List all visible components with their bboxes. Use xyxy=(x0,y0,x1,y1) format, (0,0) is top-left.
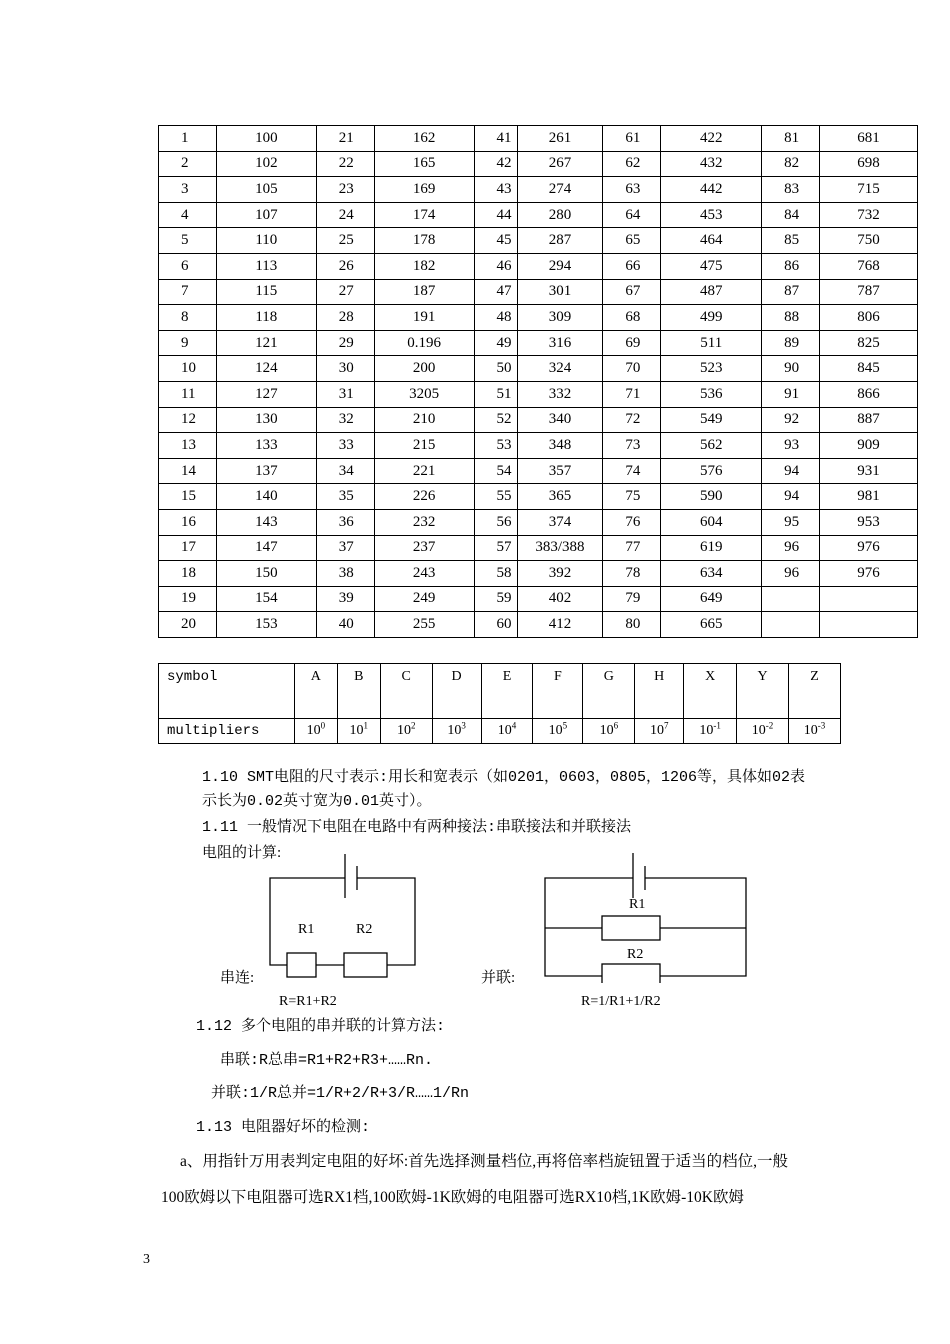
code-value-cell: 681 xyxy=(820,126,918,152)
code-value-cell: 140 xyxy=(216,484,316,510)
resistor-code-table xyxy=(158,125,918,638)
code-index-cell: 73 xyxy=(603,433,661,459)
symbol-cell: A xyxy=(294,664,337,719)
code-value-cell: 137 xyxy=(216,458,316,484)
code-index-cell: 2 xyxy=(159,151,217,177)
multiplier-table xyxy=(158,663,841,744)
code-value-cell: 232 xyxy=(374,509,474,535)
code-value-cell: 383/388 xyxy=(517,535,603,561)
code-value-cell: 182 xyxy=(374,253,474,279)
code-value-cell: 787 xyxy=(820,279,918,305)
code-value-cell: 105 xyxy=(216,177,316,203)
code-index-cell: 40 xyxy=(316,612,374,638)
symbol-cell: E xyxy=(481,664,533,719)
code-index-cell: 42 xyxy=(474,151,517,177)
code-value-cell: 422 xyxy=(661,126,762,152)
para-1-10-line2: 示长为0.02英寸宽为0.01英寸）。 xyxy=(202,793,432,810)
table-row xyxy=(159,433,918,459)
multiplier-base: 10 xyxy=(649,723,664,738)
parallel-label: 并联: xyxy=(481,970,516,986)
code-value-cell: 187 xyxy=(374,279,474,305)
code-value-cell: 316 xyxy=(517,330,603,356)
code-index-cell: 32 xyxy=(316,407,374,433)
para-a-line2: 100欧姆以下电阻器可选RX1档,100欧姆-1K欧姆的电阻器可选RX10档,1K欧姆-10K欧姆 xyxy=(161,1189,744,1206)
code-index-cell: 94 xyxy=(762,484,820,510)
code-index-cell: 1 xyxy=(159,126,217,152)
code-index-cell: 8 xyxy=(159,305,217,331)
code-value-cell: 221 xyxy=(374,458,474,484)
code-index-cell: 78 xyxy=(603,561,661,587)
code-value-cell: 453 xyxy=(661,202,762,228)
code-index-cell: 93 xyxy=(762,433,820,459)
code-index-cell: 55 xyxy=(474,484,517,510)
code-index-cell: 96 xyxy=(762,535,820,561)
code-value-cell: 348 xyxy=(517,433,603,459)
code-value-cell: 3205 xyxy=(374,381,474,407)
multiplier-base: 10 xyxy=(497,723,512,738)
code-index-cell: 15 xyxy=(159,484,217,510)
multiplier-exponent: -3 xyxy=(817,720,826,731)
code-value-cell xyxy=(820,586,918,612)
code-value-cell: 226 xyxy=(374,484,474,510)
code-value-cell: 549 xyxy=(661,407,762,433)
multiplier-exponent: 6 xyxy=(613,720,619,731)
table-row xyxy=(159,535,918,561)
para-1-11: 1.11 一般情况下电阻在电路中有两种接法:串联接法和并联接法 xyxy=(202,819,632,836)
code-index-cell: 27 xyxy=(316,279,374,305)
code-index-cell: 49 xyxy=(474,330,517,356)
code-index-cell: 9 xyxy=(159,330,217,356)
code-index-cell: 20 xyxy=(159,612,217,638)
code-value-cell: 115 xyxy=(216,279,316,305)
code-index-cell: 60 xyxy=(474,612,517,638)
code-value-cell: 374 xyxy=(517,509,603,535)
code-index-cell: 90 xyxy=(762,356,820,382)
code-index-cell: 81 xyxy=(762,126,820,152)
code-index-cell: 38 xyxy=(316,561,374,587)
table-row xyxy=(159,509,918,535)
table-row xyxy=(159,177,918,203)
code-index-cell: 47 xyxy=(474,279,517,305)
code-index-cell: 92 xyxy=(762,407,820,433)
code-index-cell: 50 xyxy=(474,356,517,382)
code-value-cell: 124 xyxy=(216,356,316,382)
multiplier-base: 10 xyxy=(751,723,766,738)
symbol-cell: Y xyxy=(737,664,789,719)
code-value-cell: 102 xyxy=(216,151,316,177)
code-value-cell: 169 xyxy=(374,177,474,203)
symbol-label: symbol xyxy=(159,664,295,719)
code-value-cell: 887 xyxy=(820,407,918,433)
multiplier-cell xyxy=(481,719,533,744)
symbol-cell: D xyxy=(432,664,481,719)
code-index-cell: 62 xyxy=(603,151,661,177)
calc-title: 电阻的计算: xyxy=(202,845,282,861)
multiplier-base: 10 xyxy=(349,723,364,738)
multiplier-base: 10 xyxy=(447,723,462,738)
code-index-cell: 56 xyxy=(474,509,517,535)
code-value-cell: 324 xyxy=(517,356,603,382)
code-index-cell: 30 xyxy=(316,356,374,382)
code-value-cell: 153 xyxy=(216,612,316,638)
code-value-cell: 402 xyxy=(517,586,603,612)
multiplier-cell xyxy=(635,719,684,744)
code-index-cell: 89 xyxy=(762,330,820,356)
code-value-cell: 110 xyxy=(216,228,316,254)
code-index-cell: 88 xyxy=(762,305,820,331)
code-index-cell: 34 xyxy=(316,458,374,484)
para-1-13: 1.13 电阻器好坏的检测: xyxy=(196,1119,371,1136)
multipliers-row xyxy=(159,719,841,744)
code-index-cell: 37 xyxy=(316,535,374,561)
code-value-cell: 866 xyxy=(820,381,918,407)
code-index-cell: 96 xyxy=(762,561,820,587)
code-value-cell: 909 xyxy=(820,433,918,459)
code-value-cell: 274 xyxy=(517,177,603,203)
code-value-cell: 981 xyxy=(820,484,918,510)
code-value-cell: 174 xyxy=(374,202,474,228)
code-index-cell: 95 xyxy=(762,509,820,535)
code-index-cell: 36 xyxy=(316,509,374,535)
code-index-cell: 52 xyxy=(474,407,517,433)
code-index-cell: 53 xyxy=(474,433,517,459)
code-index-cell: 25 xyxy=(316,228,374,254)
code-index-cell: 76 xyxy=(603,509,661,535)
multiplier-cell xyxy=(737,719,789,744)
code-value-cell: 412 xyxy=(517,612,603,638)
page-number: 3 xyxy=(143,1252,150,1267)
code-index-cell: 3 xyxy=(159,177,217,203)
code-value-cell: 340 xyxy=(517,407,603,433)
code-index-cell: 57 xyxy=(474,535,517,561)
code-index-cell: 48 xyxy=(474,305,517,331)
code-index-cell: 23 xyxy=(316,177,374,203)
code-value-cell: 162 xyxy=(374,126,474,152)
code-index-cell: 10 xyxy=(159,356,217,382)
table-row xyxy=(159,253,918,279)
code-value-cell: 255 xyxy=(374,612,474,638)
code-index-cell xyxy=(762,586,820,612)
code-value-cell: 191 xyxy=(374,305,474,331)
code-value-cell: 475 xyxy=(661,253,762,279)
parallel-resistor-r1 xyxy=(602,916,660,940)
code-index-cell: 70 xyxy=(603,356,661,382)
code-value-cell: 665 xyxy=(661,612,762,638)
code-index-cell: 86 xyxy=(762,253,820,279)
code-value-cell: 150 xyxy=(216,561,316,587)
code-value-cell: 113 xyxy=(216,253,316,279)
table-row xyxy=(159,561,918,587)
code-index-cell: 14 xyxy=(159,458,217,484)
code-value-cell: 200 xyxy=(374,356,474,382)
code-index-cell: 11 xyxy=(159,381,217,407)
code-index-cell: 69 xyxy=(603,330,661,356)
code-value-cell: 464 xyxy=(661,228,762,254)
code-index-cell: 63 xyxy=(603,177,661,203)
code-value-cell: 590 xyxy=(661,484,762,510)
code-index-cell xyxy=(762,612,820,638)
code-value-cell: 523 xyxy=(661,356,762,382)
code-value-cell: 976 xyxy=(820,561,918,587)
code-index-cell: 43 xyxy=(474,177,517,203)
multiplier-cell xyxy=(788,719,840,744)
code-value-cell: 976 xyxy=(820,535,918,561)
code-value-cell: 154 xyxy=(216,586,316,612)
series-r2-label: R2 xyxy=(356,922,373,937)
code-value-cell: 130 xyxy=(216,407,316,433)
code-index-cell: 85 xyxy=(762,228,820,254)
multiplier-exponent: 3 xyxy=(461,720,466,731)
code-index-cell: 51 xyxy=(474,381,517,407)
code-index-cell: 45 xyxy=(474,228,517,254)
code-value-cell: 499 xyxy=(661,305,762,331)
code-index-cell: 41 xyxy=(474,126,517,152)
symbol-cell: F xyxy=(533,664,583,719)
multiplier-cell xyxy=(583,719,635,744)
multiplier-cell xyxy=(380,719,432,744)
code-index-cell: 82 xyxy=(762,151,820,177)
code-value-cell: 332 xyxy=(517,381,603,407)
code-index-cell: 94 xyxy=(762,458,820,484)
code-index-cell: 19 xyxy=(159,586,217,612)
code-value-cell: 237 xyxy=(374,535,474,561)
table-row xyxy=(159,202,918,228)
series-circuit-diagram xyxy=(265,848,425,988)
code-value-cell: 121 xyxy=(216,330,316,356)
code-index-cell: 28 xyxy=(316,305,374,331)
code-index-cell: 72 xyxy=(603,407,661,433)
code-value-cell: 562 xyxy=(661,433,762,459)
code-value-cell: 604 xyxy=(661,509,762,535)
symbol-row xyxy=(159,664,841,719)
code-index-cell: 87 xyxy=(762,279,820,305)
table-row xyxy=(159,330,918,356)
para-a-line1: a、用指针万用表判定电阻的好坏:首先选择测量档位,再将倍率档旋钮置于适当的档位,一般 xyxy=(180,1153,788,1170)
table-row xyxy=(159,126,918,152)
symbol-cell: C xyxy=(380,664,432,719)
code-value-cell: 261 xyxy=(517,126,603,152)
code-value-cell: 825 xyxy=(820,330,918,356)
code-index-cell: 29 xyxy=(316,330,374,356)
multiplier-exponent: 4 xyxy=(511,720,517,731)
code-index-cell: 31 xyxy=(316,381,374,407)
code-index-cell: 64 xyxy=(603,202,661,228)
code-value-cell: 953 xyxy=(820,509,918,535)
code-value-cell: 432 xyxy=(661,151,762,177)
table-row xyxy=(159,151,918,177)
symbol-cell: Z xyxy=(788,664,840,719)
code-index-cell: 17 xyxy=(159,535,217,561)
code-value-cell: 442 xyxy=(661,177,762,203)
code-index-cell: 39 xyxy=(316,586,374,612)
code-value-cell: 768 xyxy=(820,253,918,279)
code-index-cell: 66 xyxy=(603,253,661,279)
code-index-cell: 65 xyxy=(603,228,661,254)
code-index-cell: 71 xyxy=(603,381,661,407)
code-value-cell: 301 xyxy=(517,279,603,305)
code-index-cell: 61 xyxy=(603,126,661,152)
series-formula: R=R1+R2 xyxy=(279,994,337,1009)
code-index-cell: 77 xyxy=(603,535,661,561)
code-value-cell: 732 xyxy=(820,202,918,228)
code-value-cell: 511 xyxy=(661,330,762,356)
multiplier-cell xyxy=(684,719,737,744)
code-value-cell: 107 xyxy=(216,202,316,228)
code-index-cell: 5 xyxy=(159,228,217,254)
symbol-cell: G xyxy=(583,664,635,719)
code-value-cell: 100 xyxy=(216,126,316,152)
code-value-cell: 357 xyxy=(517,458,603,484)
code-value-cell: 309 xyxy=(517,305,603,331)
code-value-cell: 392 xyxy=(517,561,603,587)
code-value-cell: 931 xyxy=(820,458,918,484)
multiplier-base: 10 xyxy=(803,723,818,738)
code-index-cell: 4 xyxy=(159,202,217,228)
code-index-cell: 75 xyxy=(603,484,661,510)
multiplier-exponent: -1 xyxy=(713,720,721,731)
code-value-cell: 133 xyxy=(216,433,316,459)
code-value-cell: 143 xyxy=(216,509,316,535)
parallel-calc: 并联:1/R总并=1/R+2/R+3/R……1/Rn xyxy=(211,1085,470,1102)
symbol-cell: B xyxy=(337,664,380,719)
code-value-cell: 287 xyxy=(517,228,603,254)
code-value-cell: 619 xyxy=(661,535,762,561)
code-value-cell: 280 xyxy=(517,202,603,228)
para-1-10-line1: 1.10 SMT电阻的尺寸表示:用长和宽表示（如0201，0603，0805，1206等，具体如02表 xyxy=(202,769,806,786)
table-row xyxy=(159,381,918,407)
code-index-cell: 80 xyxy=(603,612,661,638)
multiplier-exponent: 0 xyxy=(320,720,326,731)
code-index-cell: 59 xyxy=(474,586,517,612)
code-value-cell: 118 xyxy=(216,305,316,331)
series-r1-label: R1 xyxy=(298,922,315,937)
table-row xyxy=(159,279,918,305)
parallel-circuit-diagram xyxy=(540,848,755,983)
code-index-cell: 68 xyxy=(603,305,661,331)
code-index-cell: 21 xyxy=(316,126,374,152)
series-label: 串连: xyxy=(220,970,255,986)
multiplier-cell xyxy=(432,719,481,744)
multiplier-cell xyxy=(337,719,380,744)
code-value-cell: 698 xyxy=(820,151,918,177)
multiplier-base: 10 xyxy=(396,723,411,738)
series-calc: 串联:R总串=R1+R2+R3+……Rn. xyxy=(220,1052,434,1069)
code-index-cell: 6 xyxy=(159,253,217,279)
parallel-wire-left-outer xyxy=(545,878,633,976)
table-row xyxy=(159,586,918,612)
code-value-cell: 365 xyxy=(517,484,603,510)
code-value-cell: 536 xyxy=(661,381,762,407)
code-index-cell: 84 xyxy=(762,202,820,228)
code-index-cell: 35 xyxy=(316,484,374,510)
multiplier-exponent: 2 xyxy=(410,720,416,731)
code-index-cell: 67 xyxy=(603,279,661,305)
code-value-cell: 294 xyxy=(517,253,603,279)
code-value-cell: 147 xyxy=(216,535,316,561)
table-row xyxy=(159,356,918,382)
code-index-cell: 74 xyxy=(603,458,661,484)
code-value-cell: 178 xyxy=(374,228,474,254)
series-resistor-r2 xyxy=(344,953,387,977)
code-index-cell: 79 xyxy=(603,586,661,612)
code-value-cell: 267 xyxy=(517,151,603,177)
code-value-cell: 845 xyxy=(820,356,918,382)
symbol-cell: H xyxy=(635,664,684,719)
table-row xyxy=(159,484,918,510)
code-index-cell: 7 xyxy=(159,279,217,305)
multiplier-exponent: 7 xyxy=(663,720,669,731)
code-value-cell: 243 xyxy=(374,561,474,587)
multiplier-exponent: 1 xyxy=(363,720,369,731)
code-value-cell: 0.196 xyxy=(374,330,474,356)
series-resistor-r1 xyxy=(287,953,316,977)
table-row xyxy=(159,458,918,484)
code-value-cell: 649 xyxy=(661,586,762,612)
table-row xyxy=(159,305,918,331)
parallel-r2-label: R2 xyxy=(627,947,644,962)
parallel-r1-label: R1 xyxy=(629,897,646,912)
code-index-cell: 46 xyxy=(474,253,517,279)
code-index-cell: 22 xyxy=(316,151,374,177)
code-value-cell: 210 xyxy=(374,407,474,433)
symbol-cell: X xyxy=(684,664,737,719)
multiplier-cell xyxy=(533,719,583,744)
code-value-cell xyxy=(820,612,918,638)
para-1-12: 1.12 多个电阻的串并联的计算方法: xyxy=(196,1018,446,1035)
code-value-cell: 215 xyxy=(374,433,474,459)
code-value-cell: 634 xyxy=(661,561,762,587)
code-index-cell: 18 xyxy=(159,561,217,587)
code-value-cell: 249 xyxy=(374,586,474,612)
multiplier-base: 10 xyxy=(599,723,614,738)
code-value-cell: 487 xyxy=(661,279,762,305)
multiplier-base: 10 xyxy=(306,723,321,738)
code-index-cell: 16 xyxy=(159,509,217,535)
code-index-cell: 26 xyxy=(316,253,374,279)
code-index-cell: 44 xyxy=(474,202,517,228)
code-index-cell: 83 xyxy=(762,177,820,203)
multiplier-exponent: -2 xyxy=(765,720,774,731)
multiplier-base: 10 xyxy=(699,723,714,738)
code-index-cell: 54 xyxy=(474,458,517,484)
table-row xyxy=(159,228,918,254)
parallel-resistor-r2 xyxy=(602,964,660,983)
multiplier-cell xyxy=(294,719,337,744)
code-value-cell: 165 xyxy=(374,151,474,177)
table-row xyxy=(159,407,918,433)
code-index-cell: 33 xyxy=(316,433,374,459)
code-value-cell: 715 xyxy=(820,177,918,203)
code-index-cell: 13 xyxy=(159,433,217,459)
code-index-cell: 12 xyxy=(159,407,217,433)
code-index-cell: 91 xyxy=(762,381,820,407)
code-index-cell: 24 xyxy=(316,202,374,228)
code-value-cell: 127 xyxy=(216,381,316,407)
multiplier-exponent: 5 xyxy=(562,720,568,731)
parallel-formula: R=1/R1+1/R2 xyxy=(581,994,661,1009)
code-value-cell: 750 xyxy=(820,228,918,254)
table-row xyxy=(159,612,918,638)
multiplier-base: 10 xyxy=(548,723,563,738)
code-value-cell: 806 xyxy=(820,305,918,331)
code-value-cell: 576 xyxy=(661,458,762,484)
code-index-cell: 58 xyxy=(474,561,517,587)
multipliers-label: multipliers xyxy=(159,719,295,744)
